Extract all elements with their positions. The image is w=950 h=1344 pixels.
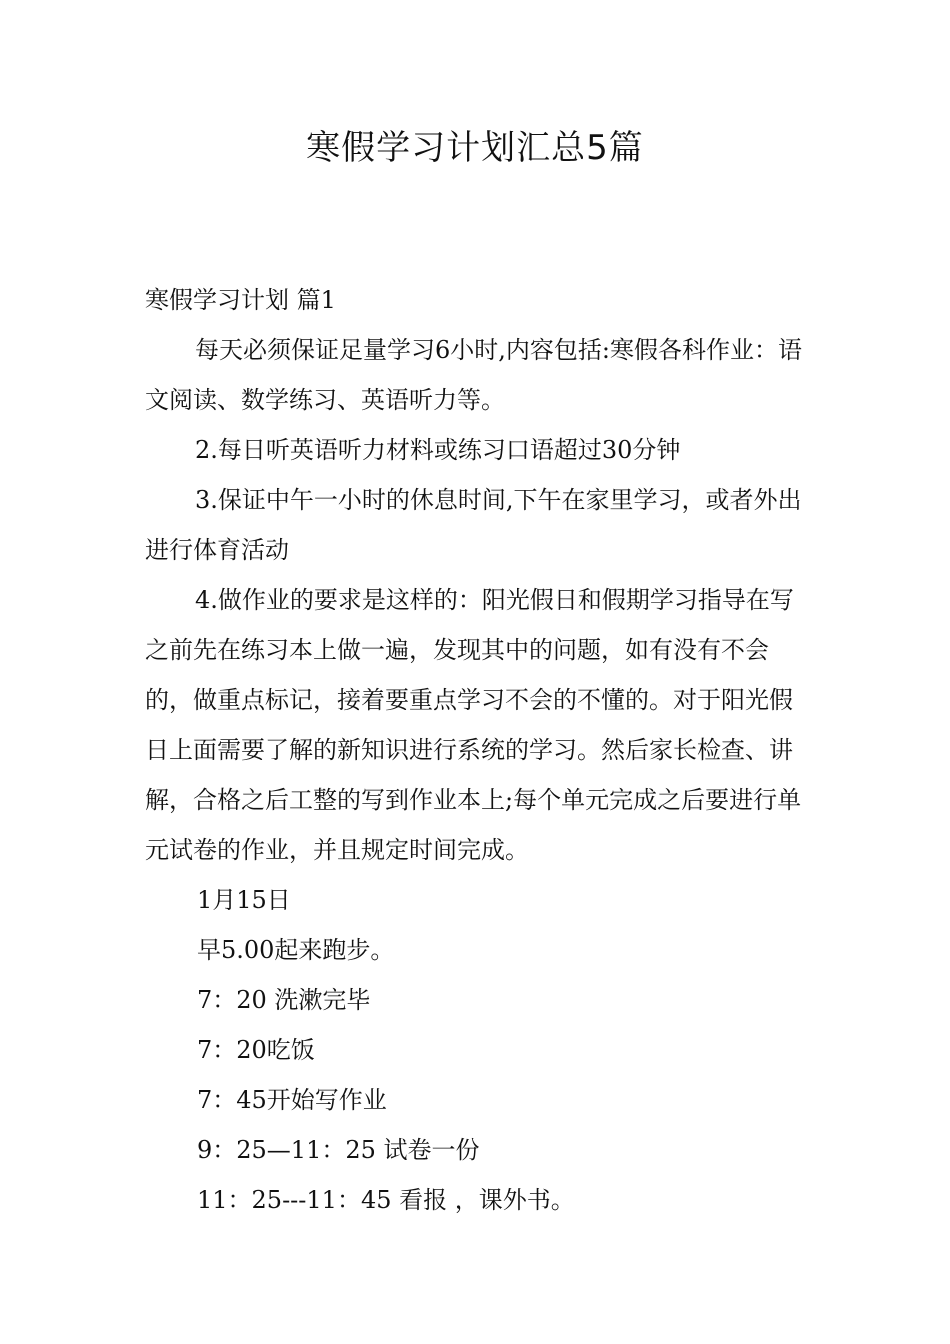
schedule-item: 7：20吃饭 [197,1036,315,1064]
paragraph-4: 4.做作业的要求是这样的：阳光假日和假期学习指导在写之前先在练习本上做一遍，发现其中的问题，如有没有不会的，做重点标记，接着要重点学习不会的不懂的。对于阳光假日上面需要了解的新知识进行系统的学习。然后家长检查、讲解，合格之后工整的写到作业本上;每个单元完成之后要进行单元试卷的作业，并且规定时间完成。 [145,586,802,864]
paragraph-2: 2.每日听英语听力材料或练习口语超过30分钟 [195,436,681,464]
section-heading: 寒假学习计划 篇1 [145,286,336,314]
schedule-item: 7：20 洗漱完毕 [197,986,371,1014]
schedule-item: 11：25---11：45 看报 ，课外书。 [197,1186,575,1214]
schedule-item: 7：45开始写作业 [197,1086,387,1114]
schedule-item: 早5.00起来跑步。 [197,936,395,964]
document-body [145,275,810,1225]
schedule-item: 9：25—11：25 试卷一份 [197,1136,480,1164]
schedule-date: 1月15日 [197,886,291,914]
paragraph-3: 3.保证中午一小时的休息时间,下午在家里学习，或者外出进行体育活动 [145,486,802,564]
document-title: 寒假学习计划汇总5篇 [306,128,644,168]
paragraph-1: 每天必须保证足量学习6小时,内容包括:寒假各科作业：语文阅读、数学练习、英语听力等。 [145,336,802,414]
